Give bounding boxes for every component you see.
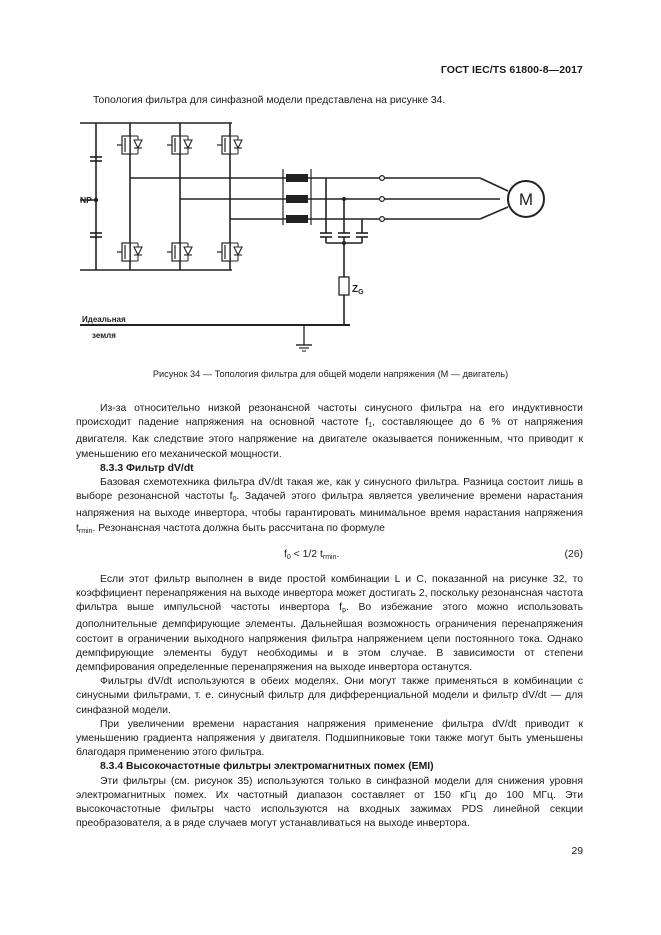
ideal-ground (80, 325, 350, 351)
formula-expression: $f_0 < 1/2$ $t_{rmin}$. (284, 548, 340, 561)
section-heading-8-3-3: 8.3.3 Фильтр dV/dt (100, 462, 194, 474)
motor-label: M (518, 190, 534, 209)
ground-label-line2: земля (92, 331, 116, 340)
filter-inductors (283, 169, 311, 225)
paragraph-emi-filters: Эти фильтры (см. рисунок 35) используются только в синфазной модели для снижения уровня электромагнитных помех. Их частотный диапазон составляет от 150 кГц до 100 МГц. Эти высокочастотные фильтры часто используются на входных зажимах PDS линейной секции преобразователя, а в ряде случаев могут устанавливаться на выходе инвертора. (76, 775, 583, 830)
paragraph-dvdt-basic: Базовая схемотехника фильтра dV/dt такая же, как у синусного фильтра. Разница состоит лишь в выборе резонансной частоты $f_0$. Задачей этого фильтра является увеличение времени нарастания напряжения на выходе инвертора, чтобы гарантировать минимальное время нарастания напряжения $t_{rmin}$. Резонансная частота должна быть рассчитана по формуле (76, 477, 583, 535)
output-lines (308, 178, 508, 219)
formula-26 (76, 539, 583, 573)
page-number: 29 (571, 846, 583, 857)
figure-filter-topology (80, 115, 560, 360)
paragraph-voltage-drop: Из-за относительно низкой резонансной частоты синусного фильтра на его индуктивности происходит падение напряжения на основной частоте $f_1$, составляющее до 6 % от напряжения двигателя. Как следствие этого напряжение на двигателе оказывается пониженным, что приводит к уменьшению его механической мощности. (76, 403, 583, 460)
np-label: NP (80, 195, 92, 205)
motor (508, 181, 544, 217)
paragraph-overvoltage: Если этот фильтр выполнен в виде простой комбинации L и C, показанной на рисунке 32, то коэффициент перенапряжения на выходе инвертора может достигать 2, поскольку резонансная частота фильтра выше импульсной частоты инвертора $f_p$. Во избежание этого можно использовать дополнительные демпфирующие элементы. Дальнейшая возможность ограничения перенапряжения состоит в ограничении выходного напряжения фильтра напряжением цепи постоянного тока. Однако демпфирующие элементы будут необходимы и в этом случае. В зависимости от степени демпфирования определенные перенапряжения на выходе инвертора останутся. (76, 573, 584, 674)
formula-number: (26) (564, 548, 583, 560)
intro-sentence: Топология фильтра для синфазной модели представлена на рисунке 34. (93, 95, 446, 106)
impedance-zg (339, 277, 349, 295)
ground-label-line1: Идеальная (82, 315, 126, 324)
document-standard-header: ГОСТ IEC/TS 61800-8—2017 (440, 64, 583, 76)
terminal-nodes (380, 176, 385, 222)
impedance-label: $Z_G$ (352, 284, 364, 296)
paragraph-bearing-currents: При увеличении времени нарастания напряжения применение фильтра dV/dt приводит к уменьшению градиента напряжения у двигателя. Подшипниковые токи также могут быть уменьшены благодаря применению этого фильтра. (76, 718, 583, 759)
figure-caption: Рисунок 34 — Топология фильтра для общей модели напряжения (M — двигатель) (152, 369, 509, 379)
main-text (76, 402, 583, 831)
paragraph-both-models: Фильтры dV/dt используются в обеих моделях. Они могут также применяться в комбинации с синусными фильтрами, т. е. синусный фильтр для дифференциальной модели и фильтр dV/dt — для синфазной модели. (76, 676, 583, 716)
section-heading-8-3-4: 8.3.4 Высокочастотные фильтры электромагнитных помех (EMI) (100, 761, 434, 773)
neutral-point-node (94, 198, 98, 202)
